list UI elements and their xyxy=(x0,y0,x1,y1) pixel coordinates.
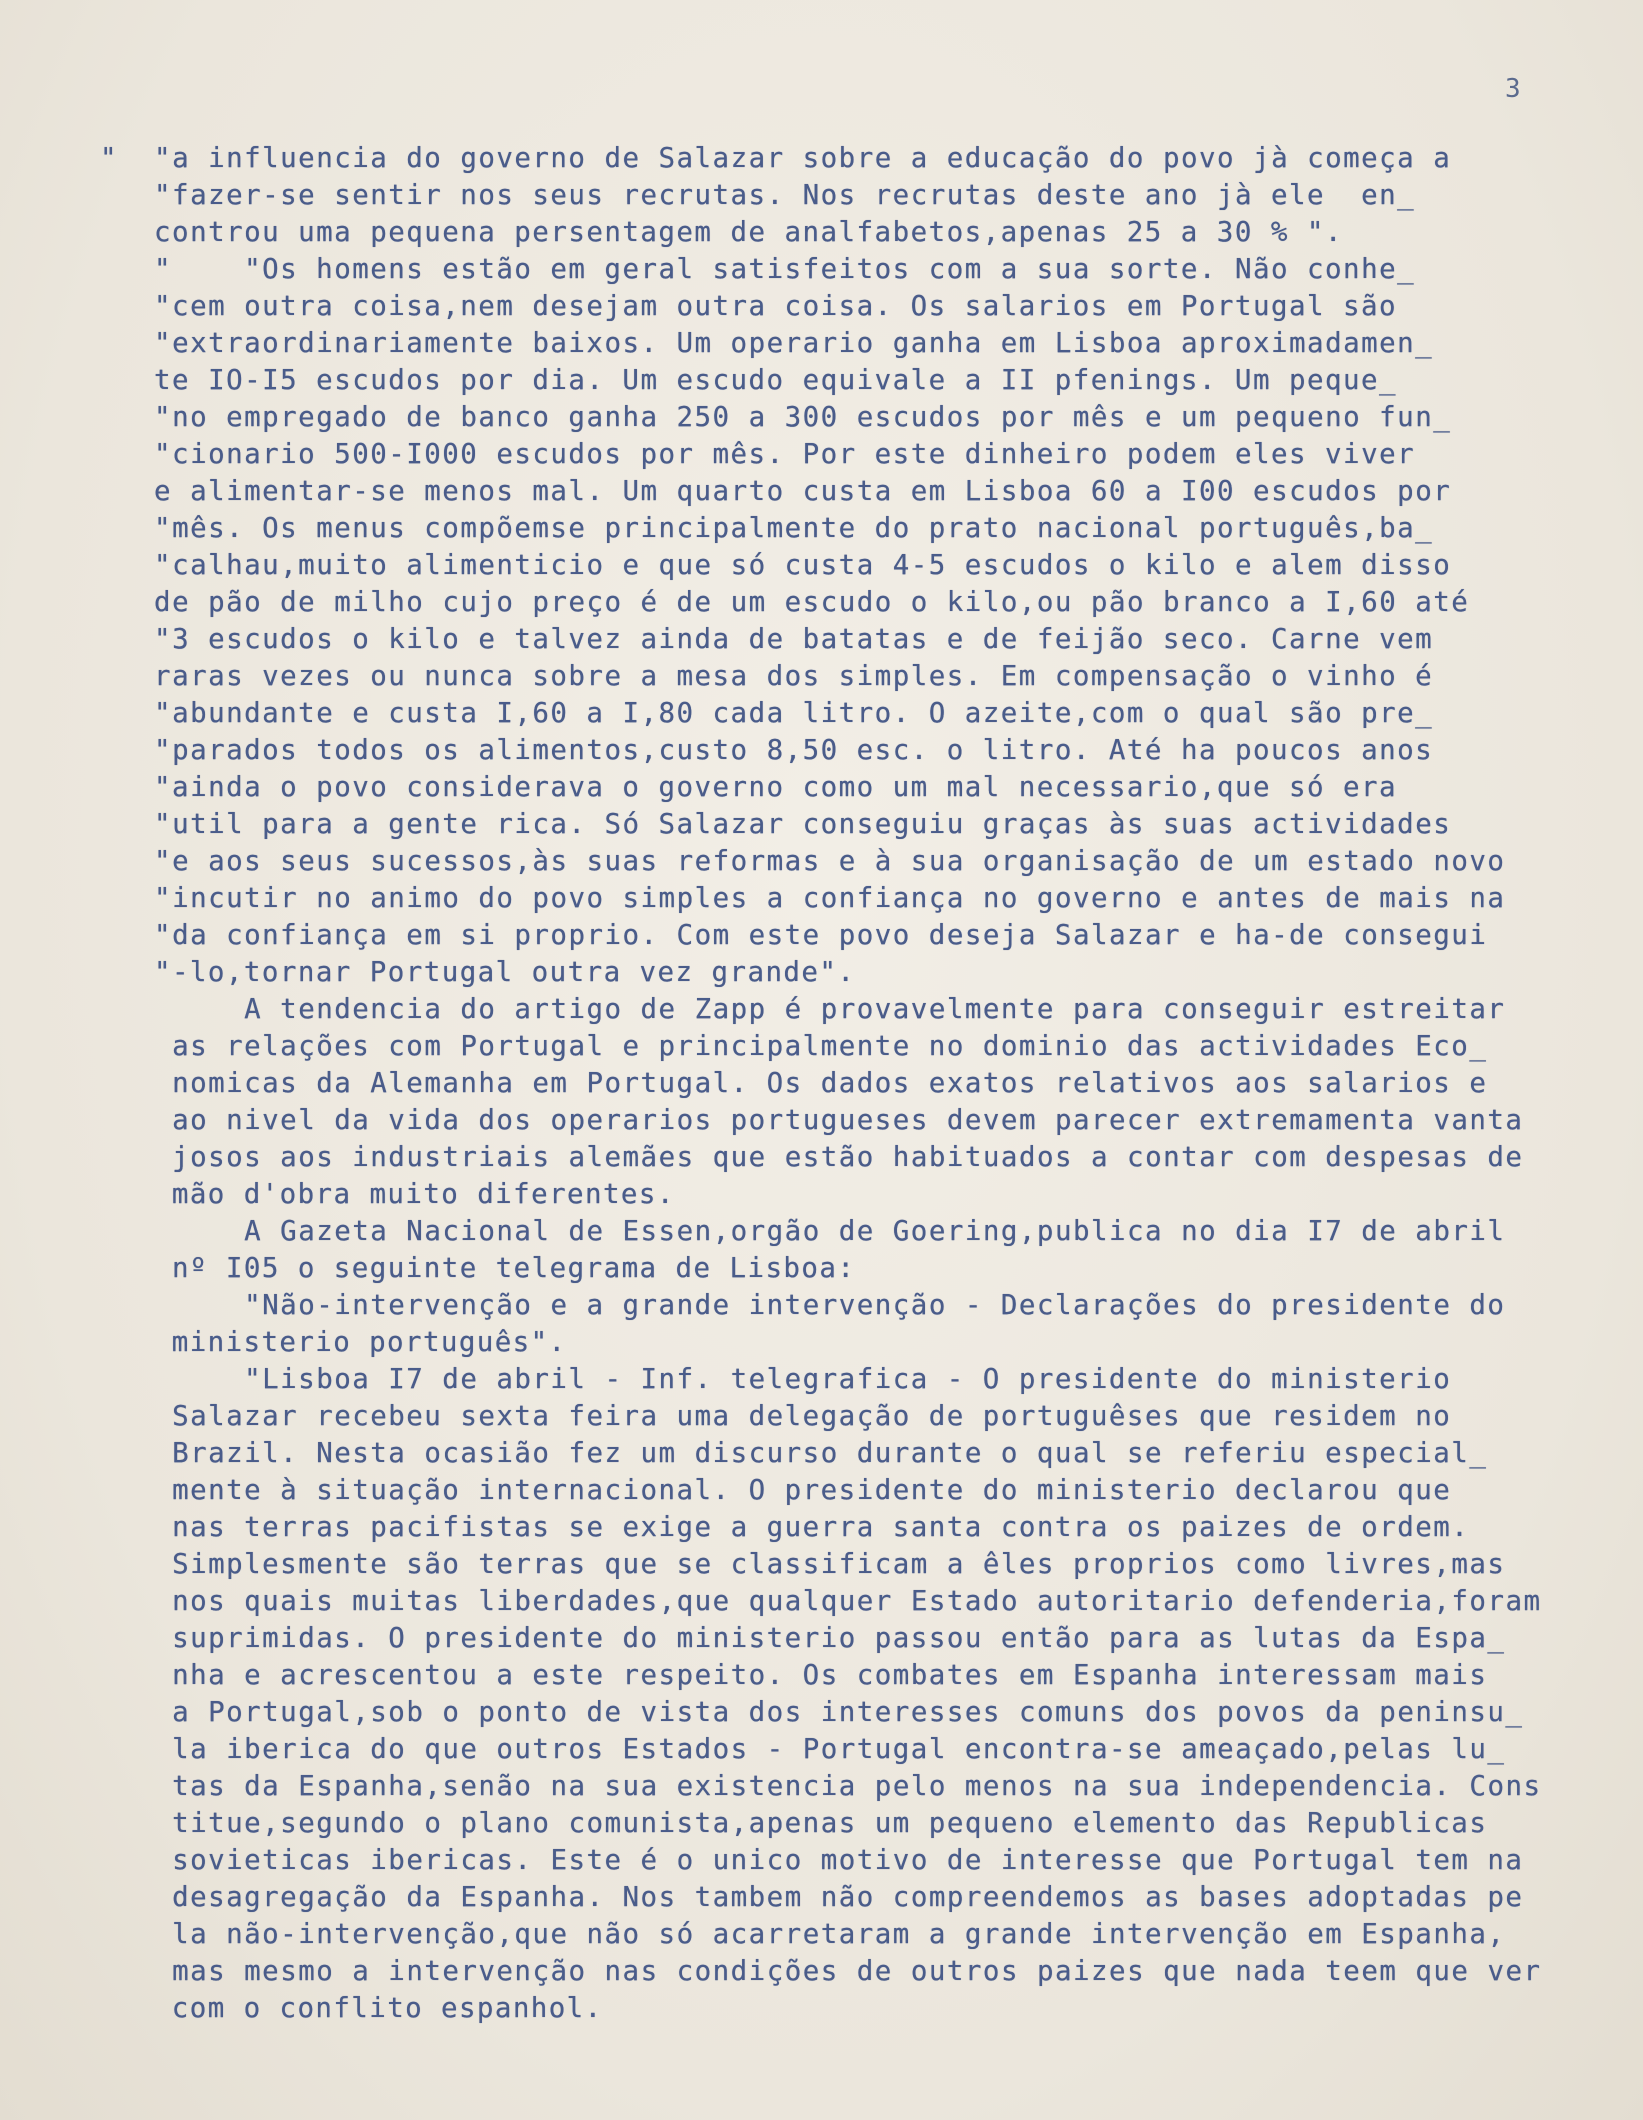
text-line: sovieticas ibericas. Este é o unico motivo de interesse que Portugal tem na xyxy=(100,1844,1524,1876)
text-line: josos aos industriais alemães que estão habituados a contar com despesas de xyxy=(100,1141,1524,1173)
text-line: nº I05 o seguinte telegrama de Lisboa: xyxy=(100,1252,856,1284)
text-line: "mês. Os menus compõemse principalmente do prato nacional português,ba_ xyxy=(100,512,1434,544)
text-line: " "Os homens estão em geral satisfeitos com a sua sorte. Não conhe_ xyxy=(100,253,1416,285)
text-line: suprimidas. O presidente do ministerio passou então para as lutas da Espa_ xyxy=(100,1622,1506,1654)
text-line: titue,segundo o plano comunista,apenas um pequeno elemento das Republicas xyxy=(100,1807,1488,1839)
text-line: "parados todos os alimentos,custo 8,50 esc. o litro. Até ha poucos anos xyxy=(100,734,1434,766)
text-line: "e aos seus sucessos,às suas reformas e à sua organisação de um estado novo xyxy=(100,845,1506,877)
text-line: "abundante e custa I,60 a I,80 cada litro. O azeite,com o qual são pre_ xyxy=(100,697,1434,729)
text-line: "cem outra coisa,nem desejam outra coisa. Os salarios em Portugal são xyxy=(100,290,1398,322)
text-line: "Não-intervenção e a grande intervenção - Declarações do presidente do xyxy=(100,1289,1506,1321)
text-line: as relações com Portugal e principalmente no dominio das actividades Eco_ xyxy=(100,1030,1488,1062)
text-line: "no empregado de banco ganha 250 a 300 escudos por mês e um pequeno fun_ xyxy=(100,401,1452,433)
text-line: "-lo,tornar Portugal outra vez grande". xyxy=(100,956,856,988)
text-line: nas terras pacifistas se exige a guerra santa contra os paizes de ordem. xyxy=(100,1511,1470,1543)
text-line: A tendencia do artigo de Zapp é provavelmente para conseguir estreitar xyxy=(100,993,1506,1025)
text-line: la iberica do que outros Estados - Portugal encontra-se ameaçado,pelas lu_ xyxy=(100,1733,1506,1765)
text-line: "3 escudos o kilo e talvez ainda de batatas e de feijão seco. Carne vem xyxy=(100,623,1434,655)
text-line: mão d'obra muito diferentes. xyxy=(100,1178,675,1210)
text-line: tas da Espanha,senão na sua existencia pelo menos na sua independencia. Cons xyxy=(100,1770,1542,1802)
text-line: a Portugal,sob o ponto de vista dos interesses comuns dos povos da peninsu_ xyxy=(100,1696,1524,1728)
text-line: "cionario 500-I000 escudos por mês. Por este dinheiro podem eles viver xyxy=(100,438,1416,470)
text-line: mente à situação internacional. O presidente do ministerio declarou que xyxy=(100,1474,1452,1506)
text-line: nha e acrescentou a este respeito. Os combates em Espanha interessam mais xyxy=(100,1659,1488,1691)
text-line: ministerio português". xyxy=(100,1326,567,1358)
text-line: e alimentar-se menos mal. Um quarto custa em Lisboa 60 a I00 escudos por xyxy=(100,475,1452,507)
text-line: te IO-I5 escudos por dia. Um escudo equivale a II pfenings. Um peque_ xyxy=(100,364,1398,396)
text-line: Brazil. Nesta ocasião fez um discurso durante o qual se referiu especial_ xyxy=(100,1437,1488,1469)
text-line: controu uma pequena persentagem de analfabetos,apenas 25 a 30 % ". xyxy=(100,216,1343,248)
text-line: "ainda o povo considerava o governo como um mal necessario,que só era xyxy=(100,771,1398,803)
text-line: de pão de milho cujo preço é de um escudo o kilo,ou pão branco a I,60 até xyxy=(100,586,1470,618)
page-number: 3 xyxy=(1505,74,1521,104)
text-line: "Lisboa I7 de abril - Inf. telegrafica - O presidente do ministerio xyxy=(100,1363,1452,1395)
text-line: A Gazeta Nacional de Essen,orgão de Goering,publica no dia I7 de abril xyxy=(100,1215,1506,1247)
text-line: mas mesmo a intervenção nas condições de outros paizes que nada teem que ver xyxy=(100,1955,1542,1987)
text-line: nos quais muitas liberdades,que qualquer Estado autoritario defenderia,foram xyxy=(100,1585,1542,1617)
text-line: "da confiança em si proprio. Com este povo deseja Salazar e ha-de consegui xyxy=(100,919,1488,951)
text-line: com o conflito espanhol. xyxy=(100,1992,603,2024)
text-line: "util para a gente rica. Só Salazar conseguiu graças às suas actividades xyxy=(100,808,1452,840)
text-line: nomicas da Alemanha em Portugal. Os dados exatos relativos aos salarios e xyxy=(100,1067,1488,1099)
text-line: "calhau,muito alimenticio e que só custa 4-5 escudos o kilo e alem disso xyxy=(100,549,1452,581)
text-line: "incutir no animo do povo simples a confiança no governo e antes de mais na xyxy=(100,882,1506,914)
text-line: la não-intervenção,que não só acarretaram a grande intervenção em Espanha, xyxy=(100,1918,1506,1950)
text-line: desagregação da Espanha. Nos tambem não compreendemos as bases adoptadas pe xyxy=(100,1881,1524,1913)
document-body xyxy=(100,140,1640,2027)
text-line: Salazar recebeu sexta feira uma delegação de portuguêses que residem no xyxy=(100,1400,1452,1432)
text-line: ao nivel da vida dos operarios portugueses devem parecer extremamenta vanta xyxy=(100,1104,1524,1136)
text-line: "fazer-se sentir nos seus recrutas. Nos recrutas deste ano jà ele en_ xyxy=(100,179,1416,211)
text-line: raras vezes ou nunca sobre a mesa dos simples. Em compensação o vinho é xyxy=(100,660,1434,692)
text-line: " "a influencia do governo de Salazar sobre a educação do povo jà começa a xyxy=(100,142,1452,174)
text-line: Simplesmente são terras que se classificam a êles proprios como livres,mas xyxy=(100,1548,1506,1580)
text-line: "extraordinariamente baixos. Um operario ganha em Lisboa aproximadamen_ xyxy=(100,327,1434,359)
